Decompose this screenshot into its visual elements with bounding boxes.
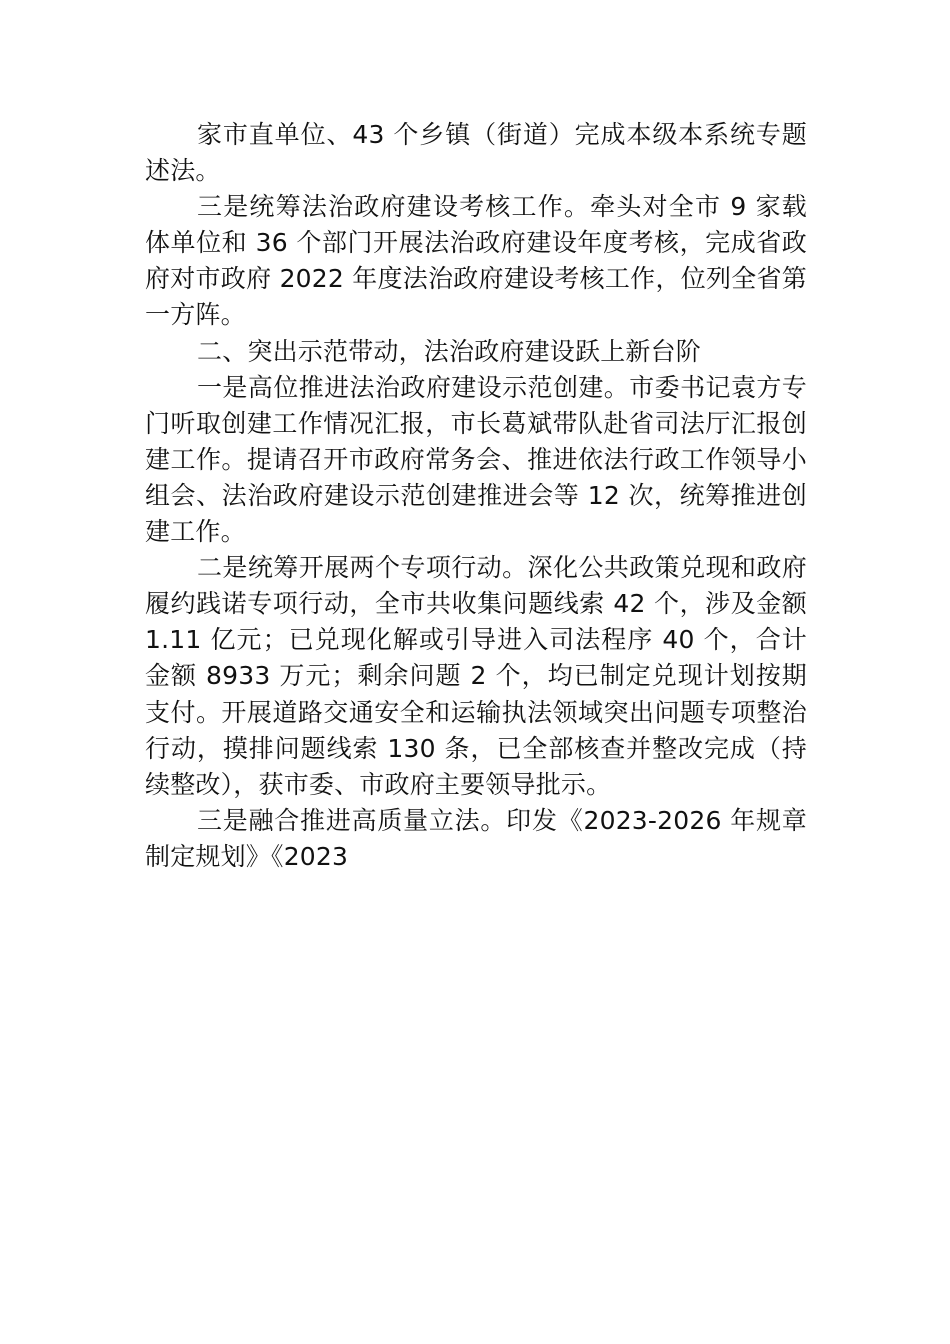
paragraph-demonstration: 一是高位推进法治政府建设示范创建。市委书记袁方专门听取创建工作情况汇报，市长葛斌带队赴省司法厅汇报创建工作。提请召开市政府常务会、推进依法行政工作领导小组会、法治政府建设示范创建推进会等 12 次，统筹推进创建工作。: [145, 372, 807, 547]
paragraph-continuation: 家市直单位、43 个乡镇（街道）完成本级本系统专题述法。: [145, 120, 807, 186]
paragraph-assessment: 三是统筹法治政府建设考核工作。牵头对全市 9 家载体单位和 36 个部门开展法治政府建设年度考核，完成省政府对市政府 2022 年度法治政府建设考核工作，位列全省第一方阵。: [145, 192, 807, 330]
paragraph-special-actions: 二是统筹开展两个专项行动。深化公共政策兑现和政府履约践诺专项行动，全市共收集问题线索 42 个，涉及金额 1.11 亿元；已兑现化解或引导进入司法程序 40 个，合计金额 8933 万元；剩余问题 2 个，均已制定兑现计划按期支付。开展道路交通安全和运输执法领域突出问题专项整治行动，摸排问题线索 130 条，已全部核查并整改完成（持续整改），获市委、市政府主要领导批示。: [145, 553, 807, 799]
document-page: [145, 117, 807, 875]
section-heading: 二、突出示范带动，法治政府建设跃上新台阶: [197, 336, 702, 366]
paragraph-legislation: 三是融合推进高质量立法。印发《2023-2026 年规章制定规划》《2023: [145, 805, 807, 871]
